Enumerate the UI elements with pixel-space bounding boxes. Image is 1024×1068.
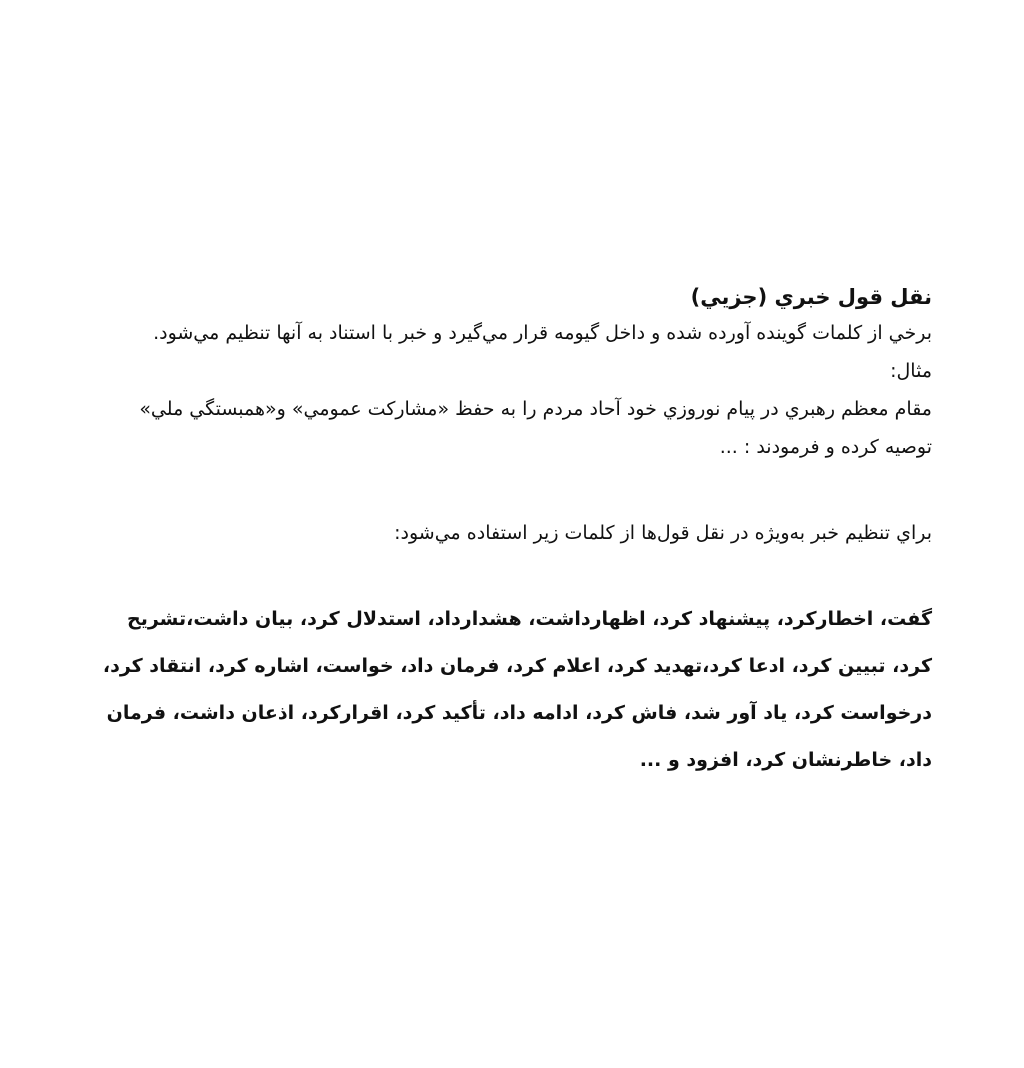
intro-paragraph: برخي از كلمات گوينده آورده شده و داخل گيومه قرار مي‌گيرد و خبر با استناد به آنها تنظيم مي‌شود. [153, 322, 932, 344]
words-intro-paragraph: براي تنظيم خبر به‌ويژه در نقل قول‌ها از كلمات زير استفاده مي‌شود: [394, 522, 932, 544]
example-paragraph: مقام معظم رهبري در پيام نوروزي خود آحاد مردم را به حفظ «مشاركت عمومي» و«همبستگي ملي» توصيه كرده و فرمودند : ... [139, 398, 932, 458]
example-label: مثال: [890, 360, 932, 382]
reporting-verbs-list: گفت، اخطاركرد، پيشنهاد كرد، اظهارداشت، هشدارداد، استدلال كرد، بيان داشت،تشريح كرد، تبيين كرد، ادعا كرد،تهديد كرد، اعلام كرد، فرمان داد، خواست، اشاره كرد، انتقاد كرد، درخواست كرد، ياد آور شد، فاش كرد، ادامه داد، تأكيد كرد، اقراركرد، اذعان داشت، فرمان داد، خاطرنشان كرد، افزود و ... [102, 608, 932, 771]
document-body [96, 280, 932, 784]
section-title: نقل قول خبري (جزيي) [690, 285, 932, 309]
